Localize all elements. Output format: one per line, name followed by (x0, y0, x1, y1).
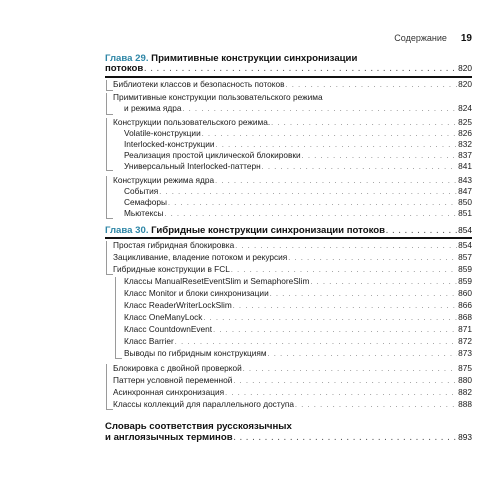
toc-entry[interactable] (113, 252, 472, 264)
running-head-page-number: 19 (460, 33, 472, 44)
running-head-section: Содержание (394, 33, 447, 43)
toc-entry-text: Volatile-конструкции (124, 128, 201, 138)
toc-entry[interactable] (113, 375, 472, 387)
entry-bracket (106, 80, 113, 91)
toc-entry-text: Реализация простой циклической блокировки (124, 150, 301, 160)
toc-entry-page: 860 (458, 288, 472, 298)
chapter-30-label: Глава 30. (105, 225, 149, 236)
dot-leader (270, 289, 457, 300)
toc-entry-page: 857 (458, 252, 472, 262)
entry-bracket (106, 241, 113, 275)
toc-entry-page: 851 (458, 208, 472, 218)
toc-entry-text: и режима ядра (124, 103, 182, 113)
toc-entry-text: Зацикливание, владение потоком и рекурсия (113, 252, 288, 262)
toc-entry[interactable] (113, 387, 472, 399)
toc-entry-text: Класс Barrier (124, 336, 174, 346)
entry-bracket (115, 277, 122, 359)
toc-entry-text: Класс Monitor и блоки синхронизации (124, 288, 269, 298)
toc-entry-page: 859 (458, 264, 472, 274)
toc-entry-page: 843 (458, 175, 472, 185)
toc-entry[interactable] (124, 324, 472, 336)
toc-entry[interactable] (113, 264, 472, 276)
toc-entry-text: Конструкции пользовательского режима. (113, 117, 271, 127)
dot-leader (203, 313, 457, 324)
dot-leader (225, 388, 457, 399)
dot-leader (243, 364, 457, 375)
toc-entry[interactable] (113, 79, 472, 91)
chapter-29-title-text: Примитивные конструкции синхронизации (151, 53, 358, 64)
toc-entry-text: Асинхронная синхронизация (113, 387, 225, 397)
toc-entry-page: 875 (458, 363, 472, 373)
entry-bracket (106, 176, 113, 219)
glossary-title-line1[interactable] (105, 421, 292, 432)
toc-entry-page: 825 (458, 117, 472, 127)
chapter-29-title-line2[interactable] (105, 63, 472, 75)
dot-leader (164, 209, 457, 220)
toc-entry[interactable] (113, 399, 472, 411)
toc-entry-page: 850 (458, 197, 472, 207)
dot-leader (182, 104, 457, 115)
chapter-30-rule (105, 237, 472, 239)
dot-leader (310, 277, 457, 288)
toc-entry-text: Простая гибридная блокировка (113, 240, 235, 250)
dot-leader (233, 376, 457, 387)
toc-entry-page: 837 (458, 150, 472, 160)
toc-entry-text: Гибридные конструкции в FCL (113, 264, 230, 274)
toc-entry-page: 832 (458, 139, 472, 149)
dot-leader (268, 349, 458, 360)
toc-entry-text: Библиотеки классов и безопасность потоков (113, 79, 285, 89)
dot-leader (231, 265, 457, 276)
chapter-30-title[interactable] (105, 225, 472, 237)
entry-bracket (106, 93, 113, 115)
toc-entry-text: Конструкции режима ядра (113, 175, 215, 185)
dot-leader (288, 253, 457, 264)
chapter-29-page: 820 (458, 63, 472, 73)
toc-entry[interactable] (113, 92, 472, 103)
toc-entry-page: 888 (458, 399, 472, 409)
toc-entry[interactable] (124, 288, 472, 300)
toc-entry-text: Выводы по гибридным конструкциям (124, 348, 267, 358)
toc-entry-page: 882 (458, 387, 472, 397)
toc-entry-page: 826 (458, 128, 472, 138)
toc-entry-page: 824 (458, 103, 472, 113)
toc-entry-page: 872 (458, 336, 472, 346)
toc-entry[interactable] (113, 363, 472, 375)
toc-entry-text: Блокировка с двойной проверкой (113, 363, 242, 373)
toc-entry-page: 820 (458, 79, 472, 89)
entry-bracket (106, 364, 113, 410)
toc-entry-page: 841 (458, 161, 472, 171)
dot-leader (235, 241, 457, 252)
toc-entry-text: Класс ReaderWriterLockSlim (124, 300, 232, 310)
glossary-title-continued: и англоязычных терминов (105, 432, 233, 443)
toc-entry[interactable] (113, 240, 472, 252)
toc-entry-page: 880 (458, 375, 472, 385)
toc-entry-text: Interlocked-конструкции (124, 139, 215, 149)
dot-leader (213, 325, 457, 336)
toc-entry-page: 871 (458, 324, 472, 334)
toc-entry-text: Семафоры (124, 197, 167, 207)
toc-entry-text: Класс CountdownEvent (124, 324, 213, 334)
glossary-title-line2[interactable] (105, 432, 472, 444)
dot-leader (386, 226, 457, 237)
toc-entry-text: Класс OneManyLock (124, 312, 203, 322)
dot-leader (175, 337, 457, 348)
chapter-29-title-continued: потоков (105, 63, 144, 74)
toc-entry-page: 873 (458, 348, 472, 358)
dot-leader (295, 400, 457, 411)
toc-entry-text: События (124, 186, 159, 196)
dot-leader (262, 162, 457, 173)
glossary-title-text: Словарь соответствия русскоязычных (105, 421, 292, 432)
toc-entry-page: 847 (458, 186, 472, 196)
toc-entry-text: Универсальный Interlocked-паттерн (124, 161, 261, 171)
dot-leader (144, 64, 457, 75)
toc-entry[interactable] (124, 312, 472, 324)
toc-entry-text: Мьютексы (124, 208, 164, 218)
dot-leader (233, 301, 457, 312)
toc-entry-page: 854 (458, 240, 472, 250)
chapter-30-title-text: Гибридные конструкции синхронизации потоков (151, 225, 386, 236)
toc-entry[interactable] (124, 276, 472, 288)
dot-leader (234, 433, 458, 444)
glossary-page: 893 (458, 432, 472, 442)
chapter-29-label: Глава 29. (105, 53, 149, 64)
toc-entry-page: 868 (458, 312, 472, 322)
running-head (322, 33, 472, 44)
toc-entry[interactable] (124, 300, 472, 312)
toc-entry-text: Паттерн условной переменной (113, 375, 233, 385)
toc-entry-text: Примитивные конструкции пользовательского режима (113, 92, 323, 102)
toc-entry[interactable] (124, 336, 472, 348)
toc-entry[interactable] (124, 208, 472, 220)
dot-leader (286, 80, 458, 91)
chapter-30-page: 854 (458, 225, 472, 235)
toc-entry-page: 859 (458, 276, 472, 286)
toc-entry[interactable] (124, 348, 472, 360)
chapter-29-rule (105, 76, 472, 78)
toc-entry-text: Классы коллекций для параллельного доступа (113, 399, 294, 409)
toc-entry-continued[interactable] (124, 103, 472, 115)
entry-bracket (106, 118, 113, 171)
toc-entry[interactable] (124, 161, 472, 173)
toc-entry-page: 866 (458, 300, 472, 310)
toc-entry-text: Классы ManualResetEventSlim и SemaphoreSlim (124, 276, 310, 286)
